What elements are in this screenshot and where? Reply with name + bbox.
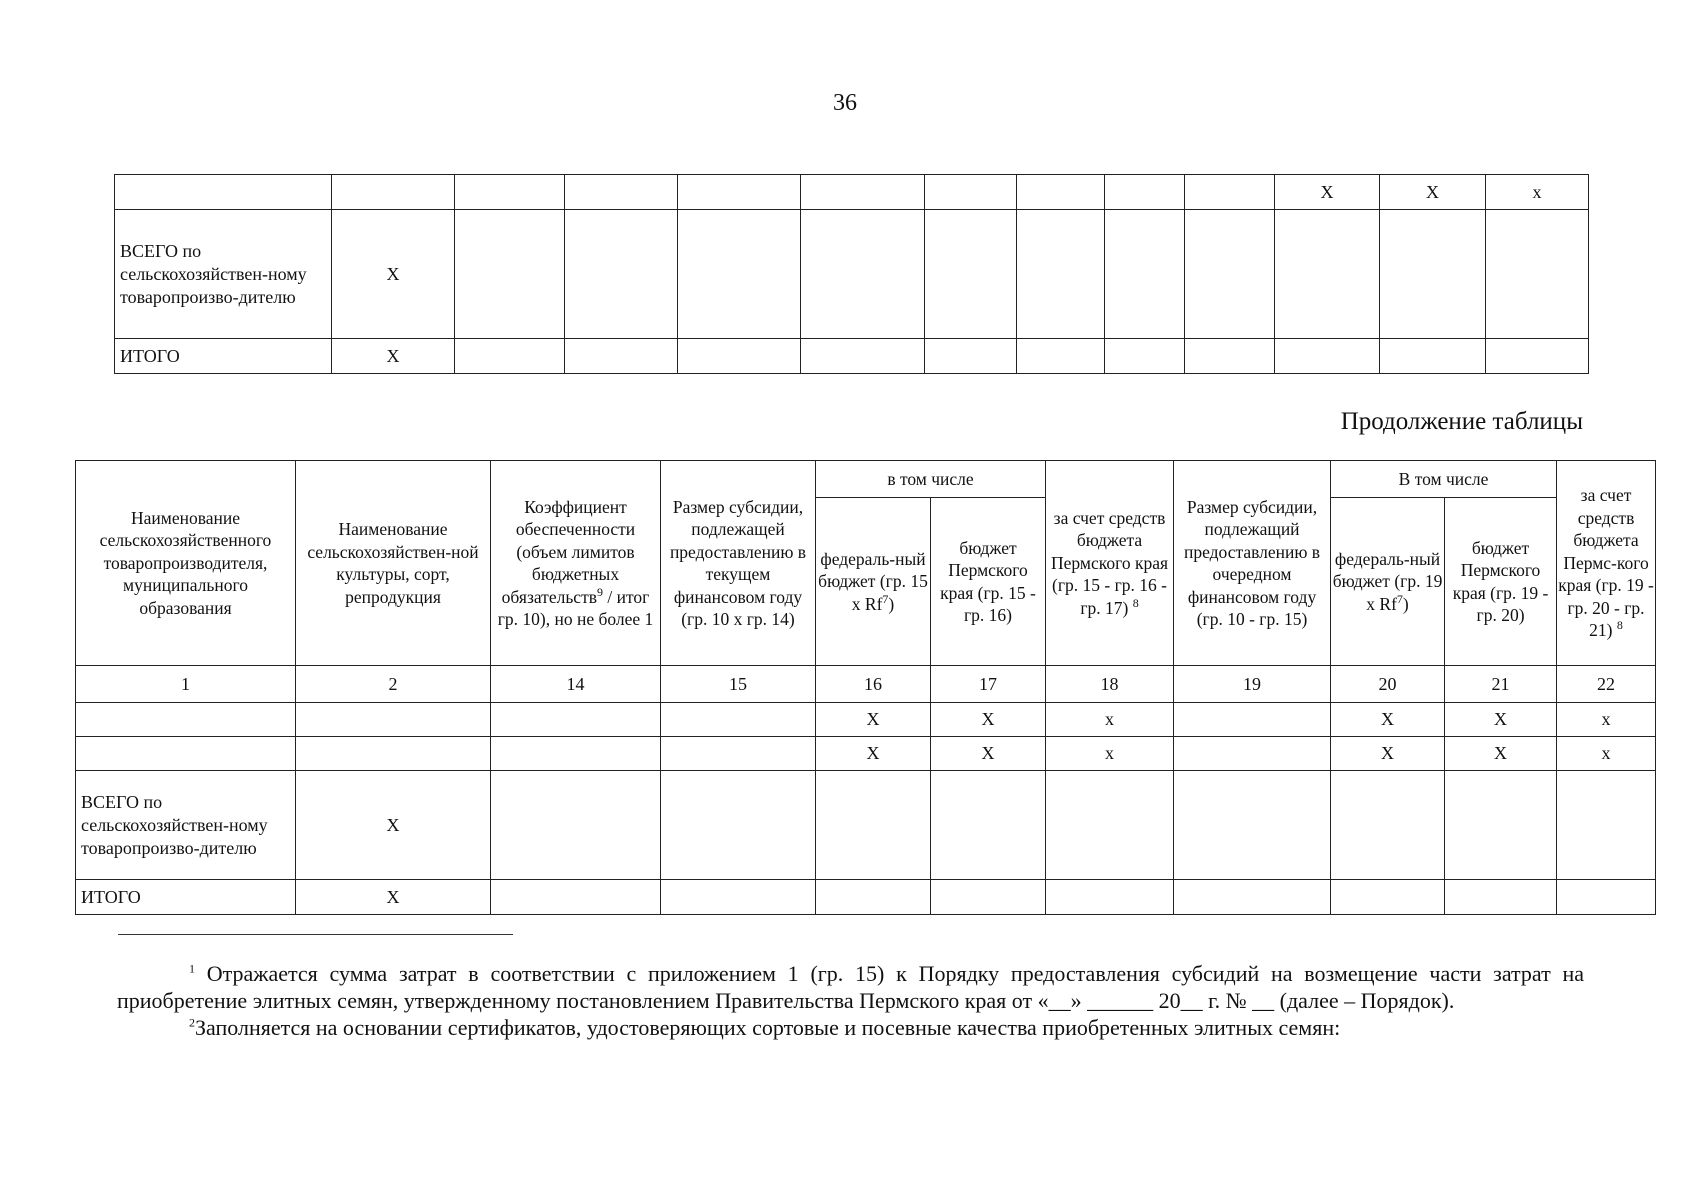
footnote-ref: 7 bbox=[1396, 591, 1403, 606]
table-cell bbox=[491, 771, 661, 880]
column-number: 14 bbox=[491, 666, 661, 703]
table-cell bbox=[931, 880, 1046, 915]
table-cell bbox=[491, 703, 661, 737]
table-cell bbox=[661, 703, 816, 737]
header-col-14-text: Коэффициент обеспеченности (объем лимитов бюджетных обязательств bbox=[501, 496, 636, 607]
table-cell bbox=[1017, 339, 1105, 374]
table-cell: х bbox=[1557, 737, 1656, 771]
top-table bbox=[114, 174, 1589, 374]
table-cell bbox=[1105, 210, 1185, 339]
column-number: 21 bbox=[1445, 666, 1557, 703]
table-cell bbox=[1046, 771, 1174, 880]
continuation-caption: Продолжение таблицы bbox=[1340, 408, 1583, 435]
vsego-row bbox=[76, 771, 1656, 880]
table-cell: Х bbox=[1445, 703, 1557, 737]
main-table bbox=[75, 460, 1656, 915]
footnote-ref: 7 bbox=[882, 591, 889, 606]
header-col-14 bbox=[491, 461, 661, 666]
footnote-1 bbox=[117, 960, 1584, 1014]
header-col-20-tail: ) bbox=[1402, 593, 1409, 614]
table-cell bbox=[1105, 339, 1185, 374]
table-cell bbox=[678, 175, 801, 210]
table-cell bbox=[816, 880, 931, 915]
footnote-separator bbox=[118, 934, 513, 935]
table-cell bbox=[801, 210, 925, 339]
header-col-18-text: за счет средств бюджета Пермского края (гр. 15 - гр. 16 - гр. 17) bbox=[1051, 507, 1169, 618]
column-number: 17 bbox=[931, 666, 1046, 703]
table-cell bbox=[1275, 210, 1380, 339]
table-cell bbox=[816, 771, 931, 880]
table-cell bbox=[491, 737, 661, 771]
table-cell bbox=[1174, 880, 1331, 915]
table-cell bbox=[801, 339, 925, 374]
table-cell bbox=[565, 339, 678, 374]
table-cell bbox=[925, 339, 1017, 374]
header-group-1: в том числе bbox=[816, 461, 1046, 498]
header-col-16-tail: ) bbox=[888, 593, 895, 614]
table-cell bbox=[661, 737, 816, 771]
table-cell bbox=[1557, 771, 1656, 880]
table-cell bbox=[455, 339, 565, 374]
table-cell bbox=[1185, 339, 1275, 374]
table-cell: Х bbox=[1445, 737, 1557, 771]
table-cell bbox=[1174, 737, 1331, 771]
table-cell bbox=[661, 880, 816, 915]
table-cell bbox=[925, 210, 1017, 339]
table-cell bbox=[931, 771, 1046, 880]
column-numbers-row bbox=[76, 666, 1656, 703]
table-cell bbox=[1331, 880, 1445, 915]
table-cell bbox=[332, 175, 455, 210]
vsego-mark: Х bbox=[296, 771, 491, 880]
footnote-marker: 2 bbox=[189, 1015, 195, 1030]
table-cell bbox=[296, 703, 491, 737]
table-cell bbox=[661, 771, 816, 880]
header-col-1: Наименование сельскохозяйственного товаропроизводителя, муниципального образования bbox=[76, 461, 296, 666]
header-col-22-text: за счет средств бюджета Пермс-кого края (гр. 19 - гр. 20 - гр. 21) bbox=[1558, 485, 1654, 641]
header-col-21: бюджет Пермского края (гр. 19 - гр. 20) bbox=[1445, 498, 1557, 666]
table-cell: Х bbox=[1331, 737, 1445, 771]
column-number: 20 bbox=[1331, 666, 1445, 703]
table-cell bbox=[1017, 210, 1105, 339]
table-cell bbox=[925, 175, 1017, 210]
table-cell bbox=[1275, 339, 1380, 374]
table-cell: х bbox=[1046, 737, 1174, 771]
table-cell: Х bbox=[931, 737, 1046, 771]
header-col-15: Размер субсидии, подлежащей предоставлению в текущем финансовом году (гр. 10 х гр. 14) bbox=[661, 461, 816, 666]
table-cell: Х bbox=[931, 703, 1046, 737]
footnote-ref: 9 bbox=[596, 584, 603, 599]
table-cell bbox=[1445, 880, 1557, 915]
table-cell: х bbox=[1557, 703, 1656, 737]
header-col-20 bbox=[1331, 498, 1445, 666]
table-cell bbox=[296, 737, 491, 771]
header-col-17: бюджет Пермского края (гр. 15 - гр. 16) bbox=[931, 498, 1046, 666]
header-col-16-text: федераль-ный бюджет (гр. 15 х Rf bbox=[818, 548, 928, 614]
footnote-ref: 8 bbox=[1616, 618, 1623, 633]
column-number: 22 bbox=[1557, 666, 1656, 703]
vsego-label: ВСЕГО по сельскохозяйствен-ному товаропроизво-дителю bbox=[115, 210, 332, 339]
table-cell bbox=[76, 737, 296, 771]
itogo-label: ИТОГО bbox=[115, 339, 332, 374]
footnote-2 bbox=[117, 1014, 1584, 1041]
table-cell bbox=[565, 175, 678, 210]
column-number: 2 bbox=[296, 666, 491, 703]
header-col-20-text: федераль-ный бюджет (гр. 19 х Rf bbox=[1332, 548, 1443, 614]
top-table-itogo-row bbox=[115, 339, 1589, 374]
top-table-row bbox=[115, 175, 1589, 210]
table-cell bbox=[1380, 339, 1486, 374]
header-col-16 bbox=[816, 498, 931, 666]
footnote-text: Отражается сумма затрат в соответствии с приложением 1 (гр. 15) к Порядку предоставления субсидий на возмещение части затрат на приобретение элитных семян, утвержденному постановлением Правительства Пермского края от «__» ______ 20__ г. № __ (далее – Порядок). bbox=[117, 961, 1585, 1013]
table-cell: Х bbox=[816, 703, 931, 737]
footnotes bbox=[117, 960, 1584, 1041]
table-cell bbox=[1017, 175, 1105, 210]
table-cell bbox=[115, 175, 332, 210]
table-cell: X bbox=[1275, 175, 1380, 210]
table-cell: Х bbox=[1331, 703, 1445, 737]
table-cell: Х bbox=[816, 737, 931, 771]
header-group-2: В том числе bbox=[1331, 461, 1557, 498]
table-cell bbox=[1380, 210, 1486, 339]
table-cell bbox=[678, 210, 801, 339]
table-cell bbox=[1445, 771, 1557, 880]
table-cell bbox=[1486, 339, 1589, 374]
itogo-mark: Х bbox=[296, 880, 491, 915]
table-cell bbox=[455, 210, 565, 339]
header-col-18 bbox=[1046, 461, 1174, 666]
table-cell bbox=[76, 703, 296, 737]
footnote-ref: 8 bbox=[1132, 595, 1139, 610]
itogo-mark: Х bbox=[332, 339, 455, 374]
table-cell bbox=[1185, 210, 1275, 339]
header-col-22 bbox=[1557, 461, 1656, 666]
vsego-label: ВСЕГО по сельскохозяйствен-ному товаропроизво-дителю bbox=[76, 771, 296, 880]
table-cell bbox=[1174, 703, 1331, 737]
table-cell bbox=[455, 175, 565, 210]
column-number: 16 bbox=[816, 666, 931, 703]
header-row-1 bbox=[76, 461, 1656, 498]
footnote-marker: 1 bbox=[189, 961, 195, 976]
table-cell bbox=[1105, 175, 1185, 210]
table-cell bbox=[491, 880, 661, 915]
itogo-row bbox=[76, 880, 1656, 915]
table-cell bbox=[801, 175, 925, 210]
column-number: 19 bbox=[1174, 666, 1331, 703]
top-table-vsego-row bbox=[115, 210, 1589, 339]
table-cell: х bbox=[1486, 175, 1589, 210]
table-cell: х bbox=[1046, 703, 1174, 737]
table-cell bbox=[1331, 771, 1445, 880]
table-cell bbox=[565, 210, 678, 339]
table-cell bbox=[1046, 880, 1174, 915]
column-number: 1 bbox=[76, 666, 296, 703]
table-cell bbox=[1486, 210, 1589, 339]
table-cell bbox=[1174, 771, 1331, 880]
column-number: 15 bbox=[661, 666, 816, 703]
column-number: 18 bbox=[1046, 666, 1174, 703]
page-number: 36 bbox=[833, 90, 857, 116]
header-col-19: Размер субсидии, подлежащий предоставлению в очередном финансовом году (гр. 10 - гр. 15) bbox=[1174, 461, 1331, 666]
table-cell bbox=[1185, 175, 1275, 210]
header-col-14-tail: / итог гр. 10), но не более 1 bbox=[497, 586, 654, 629]
table-cell bbox=[678, 339, 801, 374]
table-cell: X bbox=[1380, 175, 1486, 210]
table-row bbox=[76, 737, 1656, 771]
footnote-text: Заполняется на основании сертификатов, удостоверяющих сортовые и посевные качества приобретенных элитных семян: bbox=[195, 1015, 1341, 1040]
vsego-mark: Х bbox=[332, 210, 455, 339]
itogo-label: ИТОГО bbox=[76, 880, 296, 915]
table-row bbox=[76, 703, 1656, 737]
table-cell bbox=[1557, 880, 1656, 915]
header-col-2: Наименование сельскохозяйствен-ной культуры, сорт, репродукция bbox=[296, 461, 491, 666]
